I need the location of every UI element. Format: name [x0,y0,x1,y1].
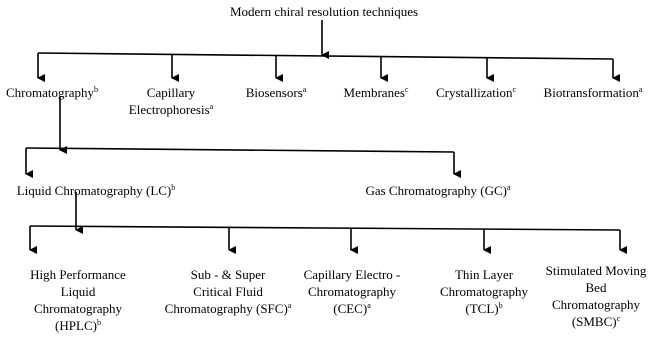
node-hplc [30,266,126,334]
node-liquid-chromatography [17,182,176,199]
node-superscript: c [404,85,409,94]
node-superscript: b [171,183,176,192]
node-label: Liquid Chromatography (LC) [16,183,172,198]
node-label-line: Chromatography [439,284,529,299]
node-label: Membranes [343,85,405,100]
node-label-line: High Performance [30,267,126,282]
node-capillary-electrophoresis [129,84,213,118]
node-biosensors [246,84,307,101]
node-membranes [344,84,409,101]
level2-bar [26,148,454,152]
node-label-line: Liquid [60,284,96,299]
node-crystallization [436,84,516,101]
node-label-line: Chromatography (SFC) [164,301,288,316]
node-superscript: a [638,85,643,94]
node-superscript: a [209,102,214,111]
node-label: Chromatography [5,85,95,100]
node-label-line: Capillary [146,85,196,100]
node-label: Biotransformation [543,85,639,100]
node-label-line: Electrophoresis [128,102,210,117]
diagram-title [230,3,418,20]
node-label: Gas Chromatography (GC) [365,183,507,198]
node-label-line: Stimulated Moving [545,263,647,278]
title-text: Modern chiral resolution techniques [229,4,419,19]
node-label-line: Bed [585,280,607,295]
node-superscript: a [287,301,292,310]
node-superscript: b [96,318,101,327]
node-sfc [165,266,292,317]
node-superscript: a [302,85,307,94]
level1-bar [38,53,613,59]
node-superscript: a [367,301,371,310]
node-biotransformation [544,84,643,101]
node-superscript: c [512,85,517,94]
node-cec [304,266,401,317]
node-label-line: Chromatography [551,297,641,312]
node-label-line: (CEC) [333,301,368,316]
node-gas-chromatography [365,182,510,199]
node-label-line: (HPLC) [55,318,97,333]
node-label-line: Chromatography [33,301,123,316]
node-chromatography [6,84,98,101]
node-superscript: c [616,314,621,323]
node-label-line: (TCL) [465,301,499,316]
node-smbc [546,262,647,330]
node-tlc [440,266,528,317]
node-label: Biosensors [245,85,303,100]
level3-bar [30,226,620,230]
node-label-line: Capillary Electro - [303,267,401,282]
node-label-line: Thin Layer [454,267,514,282]
node-superscript: a [506,183,511,192]
node-superscript: b [94,85,99,94]
node-label-line: Sub - & Super [190,267,266,282]
node-label: Crystallization [435,85,513,100]
node-label-line: (SMBC) [571,314,617,329]
node-label-line: Chromatography [307,284,397,299]
node-superscript: b [498,301,503,310]
node-label-line: Critical Fluid [193,284,263,299]
